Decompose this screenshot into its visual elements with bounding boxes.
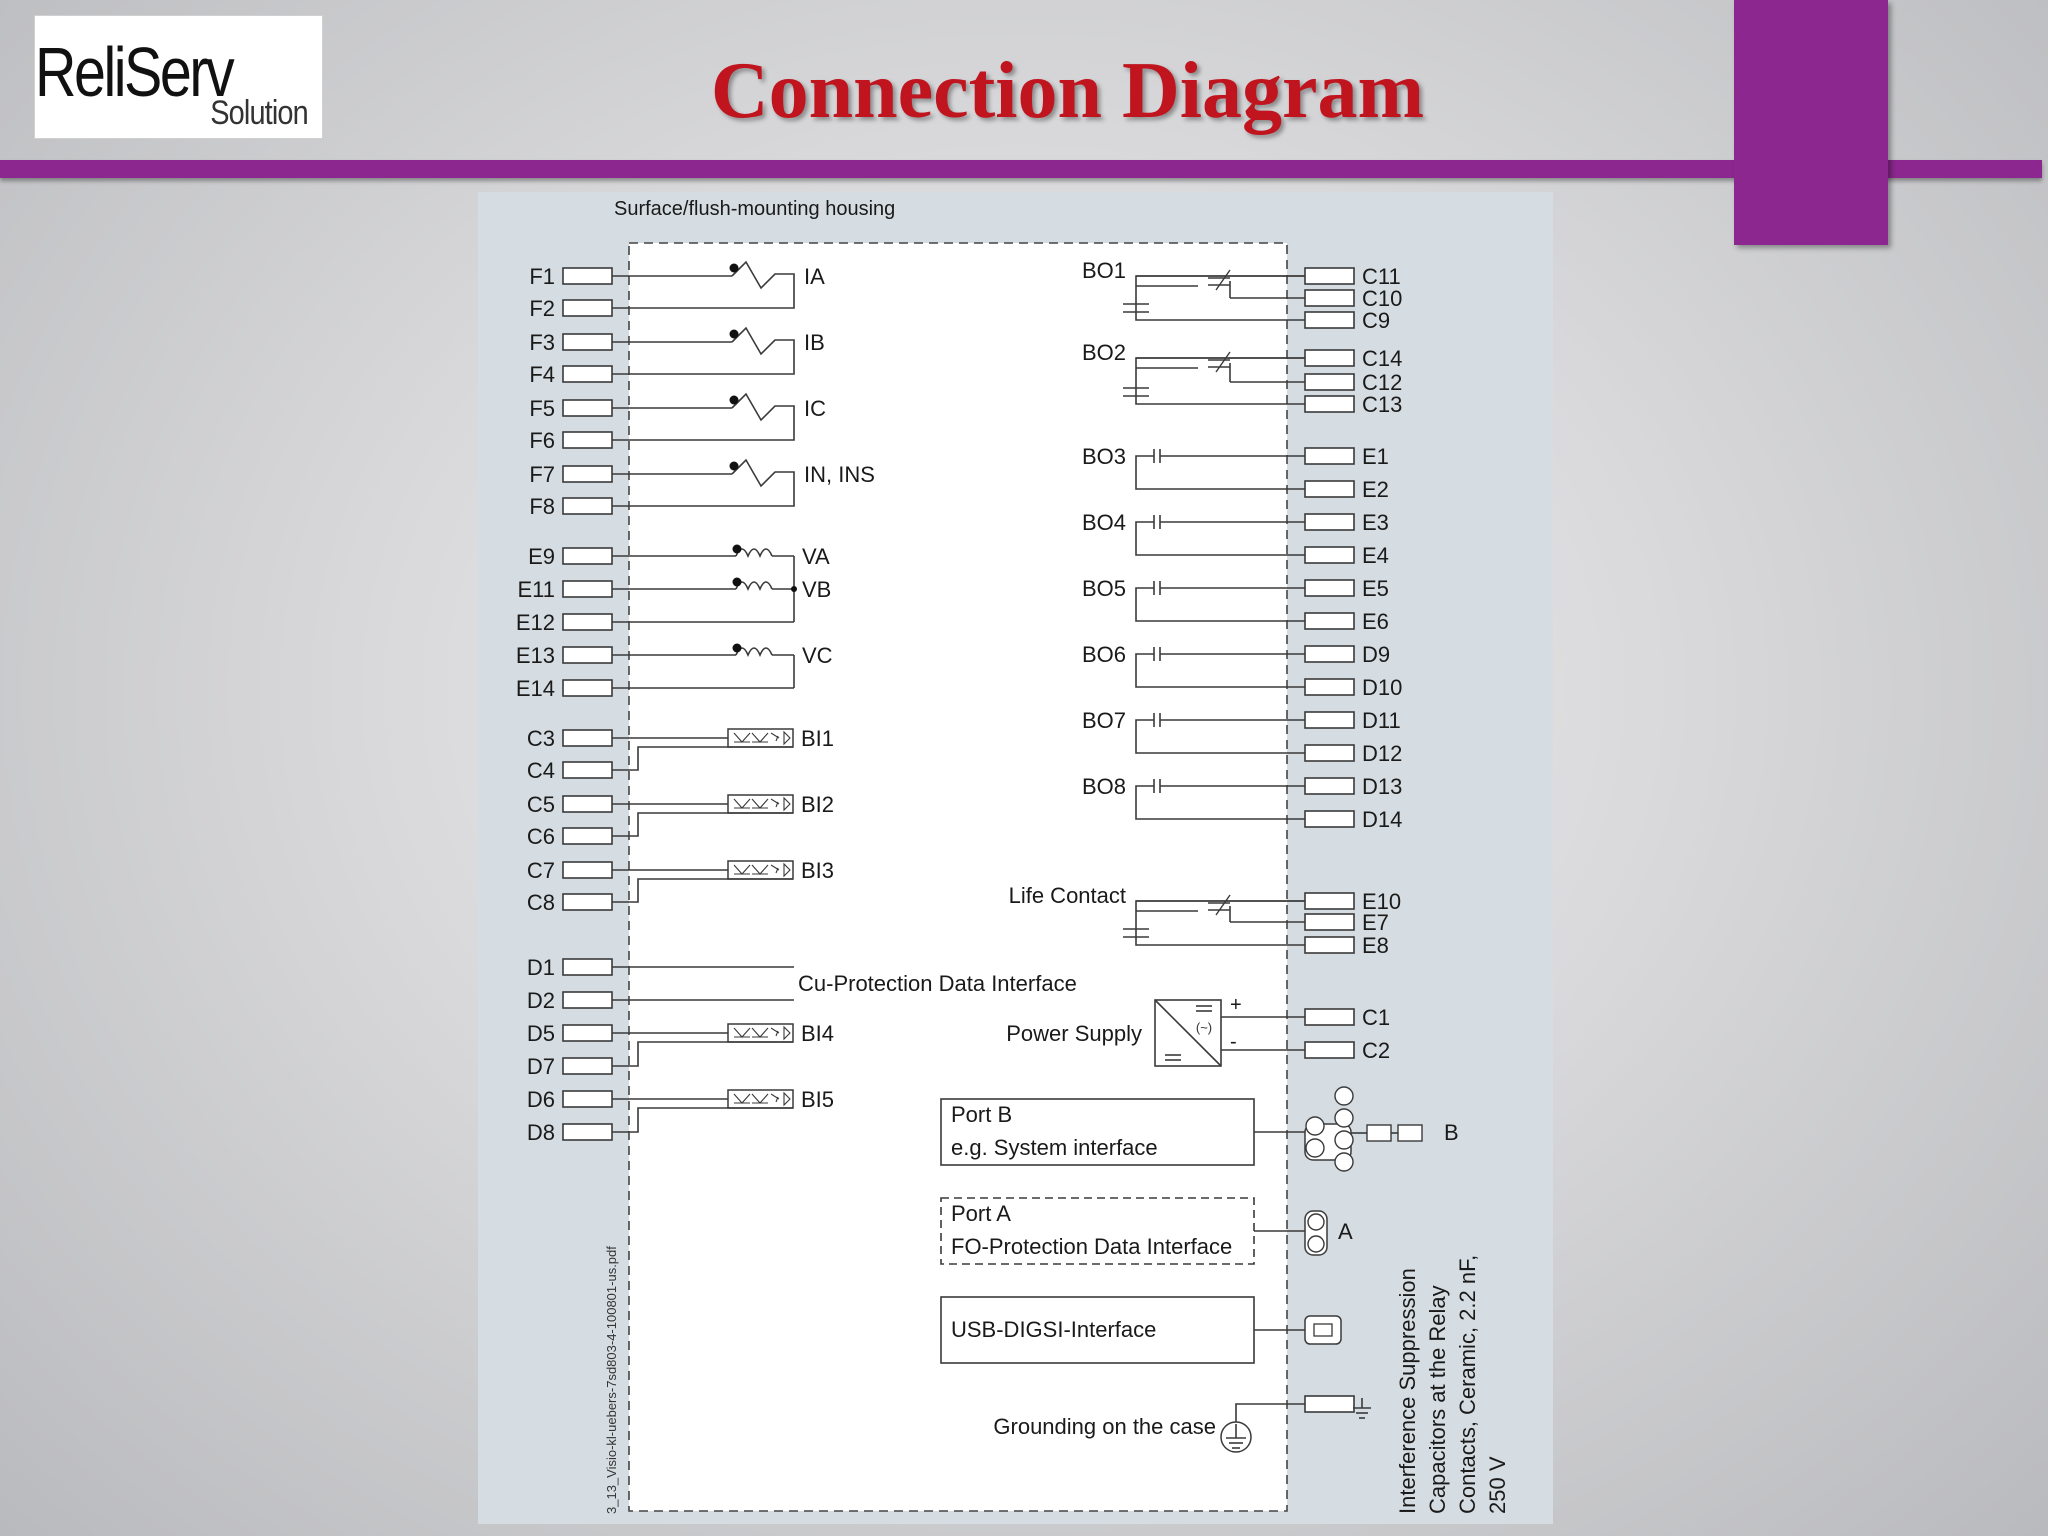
terminal-label-C4: C4 bbox=[526, 758, 555, 783]
terminal-E1 bbox=[1305, 448, 1354, 464]
current-label-IB: IB bbox=[804, 330, 825, 355]
port-b-pin bbox=[1335, 1087, 1353, 1105]
housing-label: Surface/flush-mounting housing bbox=[614, 198, 896, 220]
port-b-plug bbox=[1398, 1125, 1422, 1141]
interference-note-line: Contacts, Ceramic, 2.2 nF, bbox=[1455, 1254, 1480, 1514]
output-label-BO4: BO4 bbox=[1081, 510, 1126, 535]
terminal-C3 bbox=[563, 730, 612, 746]
connection-diagram bbox=[478, 192, 1553, 1524]
terminal-E9 bbox=[563, 548, 612, 564]
logo-main-text: ReliServ bbox=[35, 33, 233, 111]
voltage-label-VB: VB bbox=[802, 577, 832, 602]
polarity-dot bbox=[730, 330, 739, 339]
terminal-E11 bbox=[563, 581, 612, 597]
minus-sign: - bbox=[1230, 1031, 1237, 1053]
terminal-E3 bbox=[1305, 514, 1354, 530]
connection-diagram-panel bbox=[478, 192, 1553, 1524]
polarity-dot bbox=[733, 578, 742, 587]
terminal-E7 bbox=[1305, 914, 1354, 930]
binary-input-label-BI1: BI1 bbox=[801, 726, 835, 751]
terminal-F7 bbox=[563, 466, 612, 482]
output-label-BO8: BO8 bbox=[1081, 774, 1126, 799]
plus-sign: + bbox=[1230, 994, 1242, 1016]
terminal-label-F8: F8 bbox=[529, 494, 555, 519]
terminal-C8 bbox=[563, 894, 612, 910]
terminal-F4 bbox=[563, 366, 612, 382]
terminal-E12 bbox=[563, 614, 612, 630]
current-label-IC: IC bbox=[804, 396, 826, 421]
terminal-label-C6: C6 bbox=[526, 824, 555, 849]
terminal-label-D9: D9 bbox=[1362, 642, 1391, 667]
terminal-E5 bbox=[1305, 580, 1354, 596]
terminal-label-F5: F5 bbox=[529, 396, 555, 421]
terminal-label-E13: E13 bbox=[515, 643, 555, 668]
current-label-IN, INS: IN, INS bbox=[804, 462, 875, 487]
terminal-D10 bbox=[1305, 679, 1354, 695]
terminal-D12 bbox=[1305, 745, 1354, 761]
terminal-label-C3: C3 bbox=[526, 726, 555, 751]
polarity-dot bbox=[730, 462, 739, 471]
terminal-label-E6: E6 bbox=[1362, 609, 1389, 634]
port-b-pin bbox=[1335, 1131, 1353, 1149]
accent-tab bbox=[1734, 0, 1888, 245]
current-label-IA: IA bbox=[804, 264, 825, 289]
terminal-label-F6: F6 bbox=[529, 428, 555, 453]
file-reference: 3_13_Visio-kl-uebers-7sd803-4-100801-us.pdf bbox=[604, 1246, 619, 1514]
port-b-pin bbox=[1335, 1109, 1353, 1127]
port-b-pin bbox=[1306, 1139, 1324, 1157]
terminal-D11 bbox=[1305, 712, 1354, 728]
terminal-F6 bbox=[563, 432, 612, 448]
terminal-label-C7: C7 bbox=[526, 858, 555, 883]
terminal-label-E9: E9 bbox=[528, 544, 555, 569]
terminal-C10 bbox=[1305, 290, 1354, 306]
port-b-plug bbox=[1367, 1125, 1391, 1141]
terminal-C5 bbox=[563, 796, 612, 812]
output-label-life-contact: Life Contact bbox=[1008, 883, 1126, 908]
terminal-label-D11: D11 bbox=[1362, 708, 1401, 733]
terminal-label-C9: C9 bbox=[1362, 308, 1391, 333]
terminal-F5 bbox=[563, 400, 612, 416]
power-supply-label: Power Supply bbox=[1006, 1021, 1142, 1046]
terminal-F8 bbox=[563, 498, 612, 514]
terminal-label-C13: C13 bbox=[1362, 392, 1403, 417]
terminal-label-C1: C1 bbox=[1362, 1005, 1391, 1030]
terminal-C2 bbox=[1305, 1042, 1354, 1058]
terminal-C4 bbox=[563, 762, 612, 778]
terminal-C1 bbox=[1305, 1009, 1354, 1025]
interference-note-line: 250 V bbox=[1485, 1456, 1510, 1514]
terminal-label-D14: D14 bbox=[1362, 807, 1403, 832]
output-label-BO3: BO3 bbox=[1081, 444, 1126, 469]
logo-sub-text: Solution bbox=[210, 94, 308, 132]
terminal-label-F3: F3 bbox=[529, 330, 555, 355]
voltage-label-VA: VA bbox=[802, 544, 830, 569]
output-label-BO2: BO2 bbox=[1081, 340, 1126, 365]
output-label-BO5: BO5 bbox=[1081, 576, 1126, 601]
polarity-dot bbox=[730, 264, 739, 273]
usb-label: USB-DIGSI-Interface bbox=[951, 1317, 1157, 1342]
terminal-C13 bbox=[1305, 396, 1354, 412]
terminal-label-F2: F2 bbox=[529, 296, 555, 321]
terminal-label-E8: E8 bbox=[1362, 933, 1389, 958]
terminal-label-C12: C12 bbox=[1362, 370, 1403, 395]
voltage-label-VC: VC bbox=[802, 643, 833, 668]
terminal- bbox=[1305, 1396, 1354, 1412]
terminal-D9 bbox=[1305, 646, 1354, 662]
terminal-label-C10: C10 bbox=[1362, 286, 1403, 311]
terminal-label-E1: E1 bbox=[1362, 444, 1389, 469]
terminal-label-E2: E2 bbox=[1362, 477, 1389, 502]
terminal-D14 bbox=[1305, 811, 1354, 827]
binary-input-label-BI2: BI2 bbox=[801, 792, 835, 817]
terminal-label-E4: E4 bbox=[1362, 543, 1389, 568]
port-b-desc: e.g. System interface bbox=[951, 1135, 1158, 1160]
port-b-label: B bbox=[1444, 1120, 1459, 1145]
terminal-label-D2: D2 bbox=[526, 988, 555, 1013]
terminal-label-E3: E3 bbox=[1362, 510, 1389, 535]
terminal-label-E10: E10 bbox=[1362, 889, 1402, 914]
terminal-label-F4: F4 bbox=[529, 362, 555, 387]
terminal-label-E7: E7 bbox=[1362, 910, 1389, 935]
terminal-D7 bbox=[563, 1058, 612, 1074]
interference-note-line: Interference Suppression bbox=[1395, 1268, 1420, 1514]
terminal-label-E14: E14 bbox=[515, 676, 555, 701]
terminal-D1 bbox=[563, 959, 612, 975]
port-a-desc: FO-Protection Data Interface bbox=[951, 1234, 1233, 1259]
polarity-dot bbox=[733, 644, 742, 653]
terminal-D8 bbox=[563, 1124, 612, 1140]
terminal-F1 bbox=[563, 268, 612, 284]
terminal-label-C2: C2 bbox=[1362, 1038, 1391, 1063]
terminal-E13 bbox=[563, 647, 612, 663]
terminal-D13 bbox=[1305, 778, 1354, 794]
terminal-label-D1: D1 bbox=[526, 955, 555, 980]
terminal-C7 bbox=[563, 862, 612, 878]
terminal-label-E12: E12 bbox=[515, 610, 555, 635]
ac-symbol: (~) bbox=[1195, 1020, 1213, 1035]
terminal-label-F1: F1 bbox=[529, 264, 555, 289]
page-title: Connection Diagram bbox=[710, 47, 1425, 135]
usb-connector-inner bbox=[1314, 1324, 1332, 1336]
terminal-label-E11: E11 bbox=[517, 577, 555, 602]
binary-input-label-BI3: BI3 bbox=[801, 858, 835, 883]
terminal-label-D5: D5 bbox=[526, 1021, 555, 1046]
terminal-D6 bbox=[563, 1091, 612, 1107]
terminal-C6 bbox=[563, 828, 612, 844]
terminal-E2 bbox=[1305, 481, 1354, 497]
terminal-label-D6: D6 bbox=[526, 1087, 555, 1112]
terminal-label-D12: D12 bbox=[1362, 741, 1403, 766]
port-b-title: Port B bbox=[951, 1102, 1013, 1127]
port-a-pin bbox=[1308, 1214, 1324, 1230]
terminal-C14 bbox=[1305, 350, 1354, 366]
terminal-label-D8: D8 bbox=[526, 1120, 555, 1145]
terminal-E10 bbox=[1305, 893, 1354, 909]
terminal-F2 bbox=[563, 300, 612, 316]
terminal-D2 bbox=[563, 992, 612, 1008]
junction-dot bbox=[791, 586, 797, 592]
port-a-pin bbox=[1308, 1236, 1324, 1252]
terminal-label-D10: D10 bbox=[1362, 675, 1403, 700]
terminal-E6 bbox=[1305, 613, 1354, 629]
terminal-E8 bbox=[1305, 937, 1354, 953]
terminal-label-C8: C8 bbox=[526, 890, 555, 915]
binary-input-label-BI4: BI4 bbox=[801, 1021, 835, 1046]
polarity-dot bbox=[733, 545, 742, 554]
output-label-BO6: BO6 bbox=[1081, 642, 1126, 667]
port-b-pin bbox=[1306, 1117, 1324, 1135]
port-b-pin bbox=[1335, 1153, 1353, 1171]
polarity-dot bbox=[730, 396, 739, 405]
terminal-label-C14: C14 bbox=[1362, 346, 1403, 371]
terminal-F3 bbox=[563, 334, 612, 350]
terminal-label-D7: D7 bbox=[526, 1054, 555, 1079]
output-label-BO1: BO1 bbox=[1081, 258, 1126, 283]
terminal-C12 bbox=[1305, 374, 1354, 390]
grounding-label: Grounding on the case bbox=[993, 1414, 1216, 1439]
terminal-label-C11: C11 bbox=[1362, 264, 1401, 289]
terminal-E4 bbox=[1305, 547, 1354, 563]
reliserv-logo bbox=[34, 15, 323, 139]
terminal-C11 bbox=[1305, 268, 1354, 284]
port-a-label: A bbox=[1338, 1219, 1353, 1244]
terminal-label-E5: E5 bbox=[1362, 576, 1389, 601]
output-label-BO7: BO7 bbox=[1081, 708, 1126, 733]
terminal-E14 bbox=[563, 680, 612, 696]
interference-note-line: Capacitors at the Relay bbox=[1425, 1285, 1450, 1514]
port-a-title: Port A bbox=[951, 1201, 1011, 1226]
binary-input-label-BI5: BI5 bbox=[801, 1087, 835, 1112]
terminal-label-F7: F7 bbox=[529, 462, 555, 487]
terminal-label-C5: C5 bbox=[526, 792, 555, 817]
terminal-C9 bbox=[1305, 312, 1354, 328]
cu-interface-label: Cu-Protection Data Interface bbox=[798, 971, 1077, 996]
terminal-D5 bbox=[563, 1025, 612, 1041]
terminal-label-D13: D13 bbox=[1362, 774, 1403, 799]
